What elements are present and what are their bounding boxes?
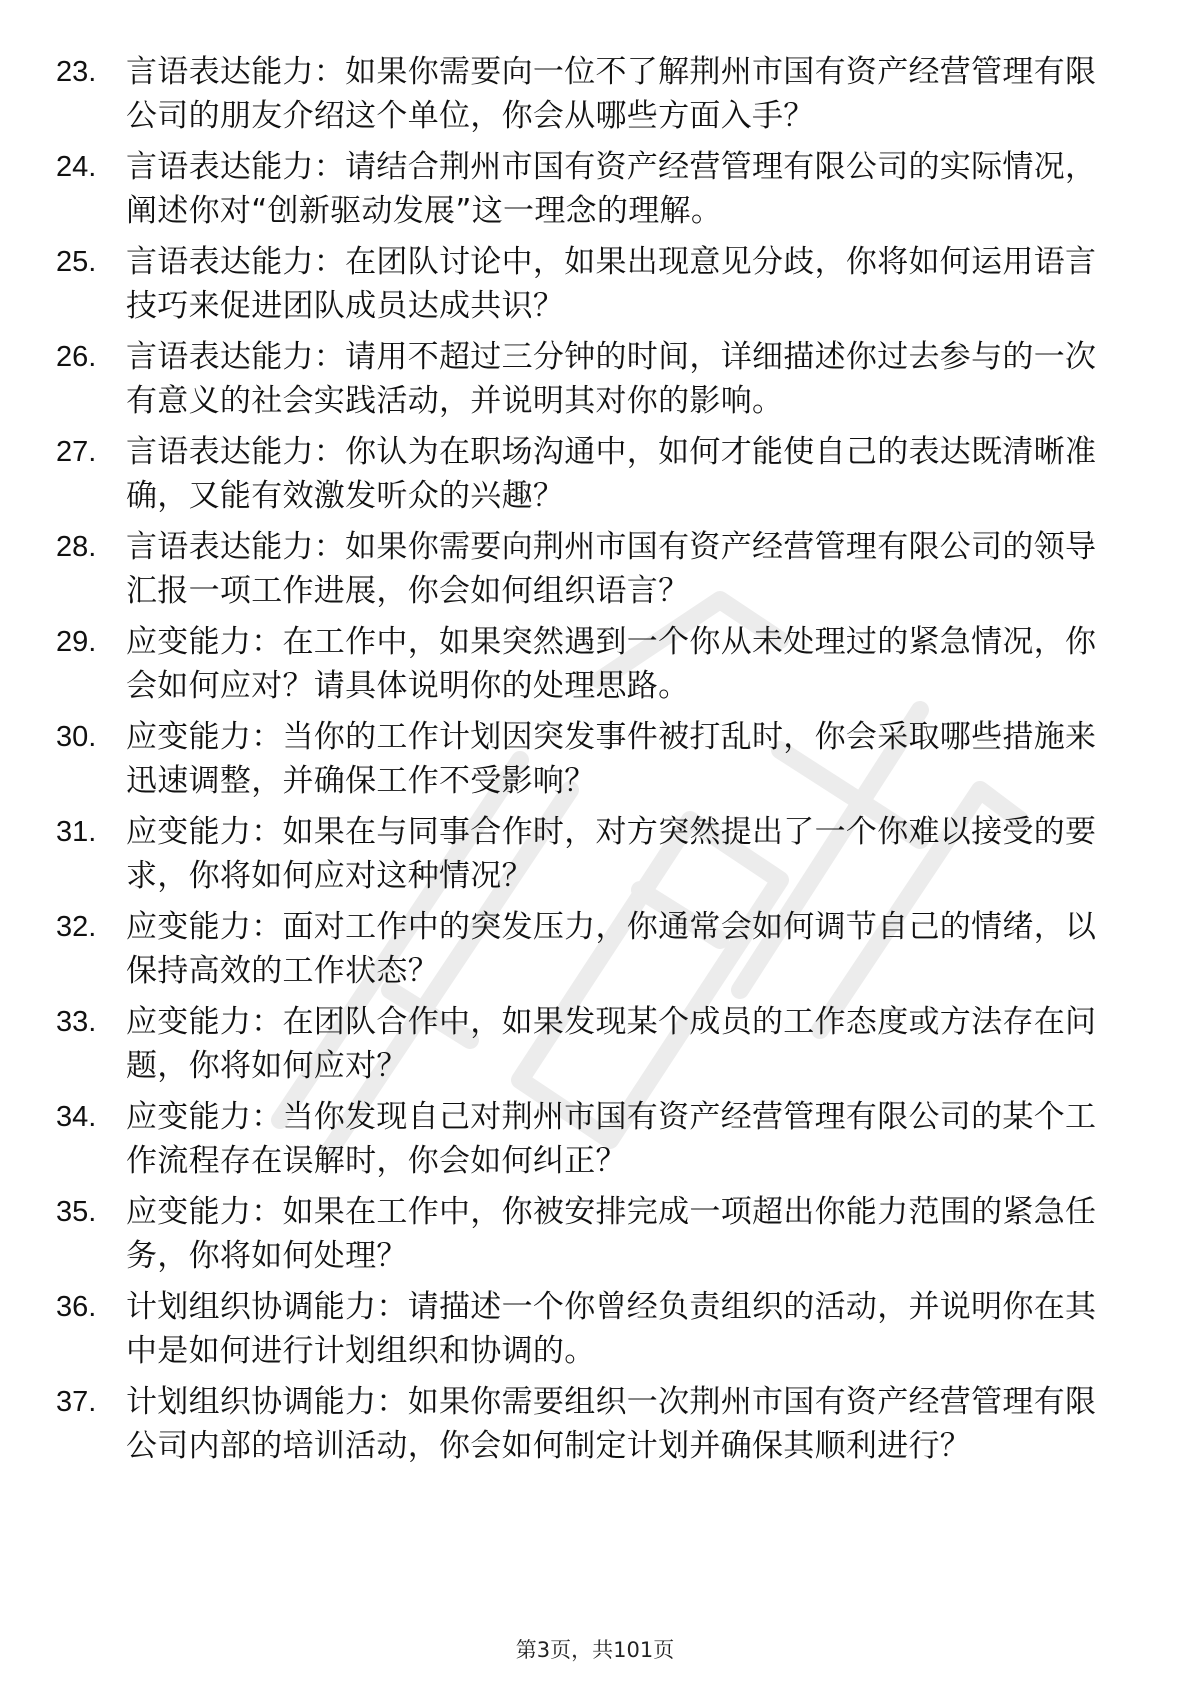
question-number: 28. [56, 531, 97, 563]
question-text: 应变能力：如果在与同事合作时，对方突然提出了一个你难以接受的要求，你将如何应对这种情况？ [126, 814, 1097, 894]
question-text: 应变能力：当你的工作计划因突发事件被打乱时，你会采取哪些措施来迅速调整，并确保工作不受影响？ [126, 719, 1097, 799]
question-text: 言语表达能力：请结合荆州市国有资产经营管理有限公司的实际情况，阐述你对“创新驱动发展”这一理念的理解。 [126, 149, 1097, 229]
question-text: 言语表达能力：如果你需要向荆州市国有资产经营管理有限公司的领导汇报一项工作进展，你会如何组织语言？ [126, 529, 1097, 609]
question-number: 33. [56, 1006, 97, 1038]
question-number: 24. [56, 151, 97, 183]
question-text: 计划组织协调能力：请描述一个你曾经负责组织的活动，并说明你在其中是如何进行计划组织和协调的。 [126, 1289, 1097, 1369]
question-number: 25. [56, 246, 97, 278]
question-text: 计划组织协调能力：如果你需要组织一次荆州市国有资产经营管理有限公司内部的培训活动，你会如何制定计划并确保其顺利进行？ [126, 1384, 1097, 1464]
question-number: 36. [56, 1291, 97, 1323]
question-number: 27. [56, 436, 97, 468]
question-text: 应变能力：在工作中，如果突然遇到一个你从未处理过的紧急情况，你会如何应对？请具体说明你的处理思路。 [126, 624, 1097, 704]
question-number: 32. [56, 911, 97, 943]
question-number: 37. [56, 1386, 97, 1418]
question-number: 34. [56, 1101, 97, 1133]
question-number: 31. [56, 816, 97, 848]
question-number: 26. [56, 341, 97, 373]
question-text: 应变能力：面对工作中的突发压力，你通常会如何调节自己的情绪，以保持高效的工作状态？ [126, 909, 1097, 989]
question-text: 应变能力：在团队合作中，如果发现某个成员的工作态度或方法存在问题，你将如何应对？ [126, 1004, 1097, 1084]
question-number: 30. [56, 721, 97, 753]
question-number: 35. [56, 1196, 97, 1228]
question-number: 23. [56, 56, 97, 88]
question-text: 言语表达能力：请用不超过三分钟的时间，详细描述你过去参与的一次有意义的社会实践活动，并说明其对你的影响。 [126, 339, 1097, 419]
question-number: 29. [56, 626, 97, 658]
question-text: 应变能力：当你发现自己对荆州市国有资产经营管理有限公司的某个工作流程存在误解时，你会如何纠正？ [126, 1099, 1097, 1179]
question-text: 言语表达能力：你认为在职场沟通中，如何才能使自己的表达既清晰准确，又能有效激发听众的兴趣？ [126, 434, 1097, 514]
page-number: 第3页，共101页 [515, 1638, 675, 1662]
question-text: 言语表达能力：如果你需要向一位不了解荆州市国有资产经营管理有限公司的朋友介绍这个单位，你会从哪些方面入手？ [126, 54, 1097, 134]
question-text: 言语表达能力：在团队讨论中，如果出现意见分歧，你将如何运用语言技巧来促进团队成员达成共识？ [126, 244, 1097, 324]
question-text: 应变能力：如果在工作中，你被安排完成一项超出你能力范围的紧急任务，你将如何处理？ [126, 1194, 1097, 1274]
